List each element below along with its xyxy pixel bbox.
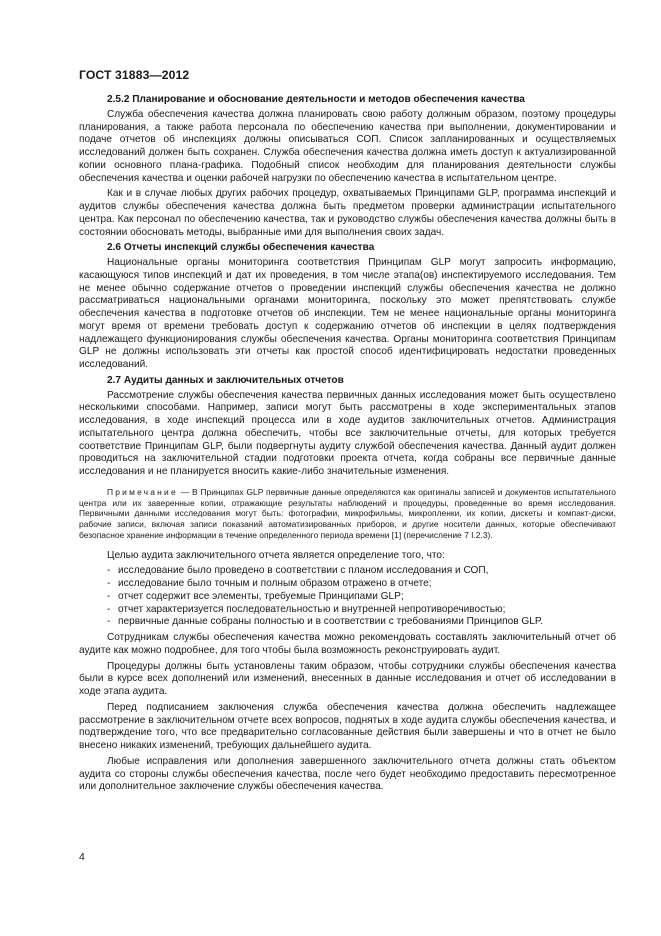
dash-marker: -: [107, 616, 111, 628]
dash-marker: -: [107, 565, 111, 577]
paragraph: Как и в случае любых других рабочих процедур, охватываемых Принципами GLP, программа инспекций и аудитов службы обеспечения качества должна быть предметом проверки администрации испытательного центра. Как персонал по обеспечению качества, так и руководство службы обеспечения качества должны быть в состоянии обосновать методы, выбранные ими для выполнения своих задач.: [79, 188, 616, 238]
paragraph: Сотрудникам службы обеспечения качества можно рекомендовать составлять заключительный отчет об аудите как можно подробнее, для того чтобы была возможность реконструировать аудит.: [79, 632, 616, 656]
section-heading-2-5-2: 2.5.2 Планирование и обоснование деятельности и методов обеспечения качества: [107, 94, 525, 105]
audit-goal-intro: Целью аудита заключительного отчета является определение того, что:: [107, 549, 445, 561]
note-label: Примечание: [107, 486, 178, 497]
paragraph: Рассмотрение службы обеспечения качества первичных данных исследования может быть осуществлено несколькими способами. Например, записи могут быть рассмотрены в ходе экспериментальных этапов исследования, в ходе инспекций процесса или в ходе аудитов заключительных отчетов. Администрация испытательного центра должна обеспечить, чтобы все заключительные отчеты, для которых требуется соответствие Принципам GLP, были подвергнуты аудиту службой обеспечения качества. Данный аудит должен проводиться на заключительной стадии подготовки проекта отчета, когда собраны все первичные данные исследования и не планируется вносить какие-либо значительные изменения.: [79, 389, 616, 477]
dash-marker: -: [107, 578, 111, 590]
paragraph: Любые исправления или дополнения завершенного заключительного отчета должны стать объектом аудита со стороны службы обеспечения качества, после чего будет необходимо предоставить пересмотренное или дополнительное заключение службы обеспечения качества.: [79, 755, 616, 793]
note-block: [79, 487, 616, 541]
audit-goal-list: [79, 565, 616, 629]
document-header: ГОСТ 31883—2012: [79, 68, 190, 82]
note-text: — В Принципах GLP первичные данные определяются как оригиналы записей и документов испытательного центра или их заверенные копии, отражающие результаты наблюдений и процедуры, проведенные во время исследования. Первичными данными исследования могут быть: фотографии, микрофильмы, микропленки, их копии, дискеты и компакт-диски, рабочие записи, включая записи показаний автоматизированных приборов, и другие носители данных, которые обеспечивают безопасное хранение информации в течение определенного периода времени [1] (перечисление 7 I.2.3).: [79, 486, 616, 540]
section-heading-2-6: 2.6 Отчеты инспекций службы обеспечения качества: [107, 242, 375, 254]
list-item: - отчет характеризуется последовательностью и внутренней непротиворечивостью;: [107, 603, 506, 615]
paragraph: Перед подписанием заключения служба обеспечения качества должна обеспечить надлежащее рассмотрение в заключительном отчете всех вопросов, поднятых в ходе аудита службы обеспечения качества, и подтверждение того, что все предварительно согласованные действия были завершены и что в отчет не было внесено никаких изменений, требующих дальнейшего аудита.: [79, 701, 616, 752]
list-item: - отчет содержит все элементы, требуемые Принципами GLP;: [107, 590, 404, 602]
list-item: - первичные данные собраны полностью и в соответствии с требованиями Принципов GLP.: [107, 616, 544, 628]
list-item: - исследование было проведено в соответствии с планом исследования и СОП,: [107, 565, 489, 577]
page-number: 4: [79, 851, 85, 863]
paragraph: Служба обеспечения качества должна планировать свою работу должным образом, поэтому процедуры планирования, а также работа персонала по обеспечению качества при выполнении, документировании и подаче отчетов об инспекциях должны описываться СОП. Список запланированных и осуществляемых исследований должен быть сохранен. Служба обеспечения качества должна иметь доступ к актуализированной копии основного плана-графика. Подобный список необходим для планирования деятельности службы обеспечения качества и оценки рабочей нагрузки по обеспечению качества в испытательном центре.: [79, 108, 616, 184]
list-item: - исследование было точным и полным образом отражено в отчете;: [107, 578, 432, 590]
dash-marker: -: [107, 603, 111, 615]
paragraph: Национальные органы мониторинга соответствия Принципам GLP могут запросить информацию, касающуюся типов инспекций и дат их проведения, в том числе этапа(ов) инспектируемого исследования. Тем не менее обычно содержание отчетов о проведении инспекций службы обеспечения качества не должно рассматриваться национальными органами мониторинга, поскольку это может препятствовать службе обеспечения качества в подготовке отчетов об инспекции. Тем не менее национальные органы мониторинга могут время от времени требовать доступ к содержанию отчетов об инспекции в целях подтверждения надлежащего функционирования службы обеспечения качества. Органы мониторинга соответствия Принципам GLP не должны использовать эти отчеты как простой способ идентифицировать недостатки проведенных исследований.: [79, 257, 616, 370]
document-body: [79, 94, 616, 797]
section-heading-2-7: 2.7 Аудиты данных и заключительных отчетов: [107, 374, 344, 386]
paragraph: Процедуры должны быть установлены таким образом, чтобы сотрудники службы обеспечения качества были в курсе всех дополнений или изменений, внесенных в данные исследования и отчет об исследовании в ходе этапа аудита.: [79, 660, 616, 698]
dash-marker: -: [107, 590, 111, 602]
